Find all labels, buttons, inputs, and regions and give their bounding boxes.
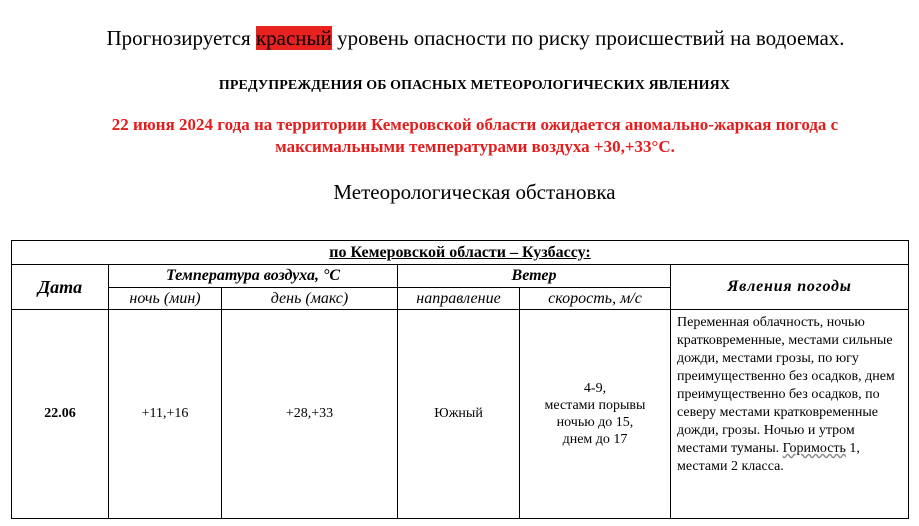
wind-speed-cell (520, 310, 671, 519)
heat-warning-line-1: 22 июня 2024 года на территории Кемеровской области ожидается аномально-жаркая погода с (111, 115, 839, 134)
danger-level-highlight: красный (255, 26, 332, 50)
phenomena-cell (671, 310, 909, 519)
meteo-title: Метеорологическая обстановка (333, 180, 616, 204)
heat-warning (30, 114, 919, 158)
phenomena-header: Явления погоды (671, 265, 909, 310)
speed-header: скорость, м/с (520, 288, 671, 310)
wind-speed-line-2: местами порывы (544, 398, 646, 413)
region-row (12, 241, 909, 265)
phenomena-text-a: Переменная облачность, ночью кратковременные, местами сильные дожди, местами грозы, по югу преимущественно без осадков, днем преимущественно без осадков, по северу местами кратковременные дожди, грозы. Ночью и утром местами туманы. (677, 315, 895, 456)
night-header: ночь (мин) (109, 288, 222, 310)
region-header: по Кемеровской области – Кузбассу: (12, 241, 909, 265)
day-header: день (макс) (222, 288, 398, 310)
phenomena-text-c: 1, местами 2 класса. (677, 441, 860, 474)
night-temp-cell: +11,+16 (109, 310, 222, 519)
phenomena-text-b: Горимость (782, 441, 846, 456)
temperature-header: Температура воздуха, °С (109, 265, 398, 288)
table-row (12, 310, 909, 519)
forecast-suffix: уровень опасности по риску происшествий на водоемах. (331, 26, 845, 50)
wind-speed-line-3: ночью до 15, (556, 415, 634, 430)
wind-speed-line-4: днем до 17 (562, 432, 628, 447)
wind-header: Ветер (398, 265, 671, 288)
header-row-1 (12, 265, 909, 288)
wind-direction-cell: Южный (398, 310, 520, 519)
warnings-heading: ПРЕДУПРЕЖДЕНИЯ ОБ ОПАСНЫХ МЕТЕОРОЛОГИЧЕСКИХ ЯВЛЕНИЯХ (218, 78, 731, 93)
date-cell: 22.06 (12, 310, 109, 519)
day-temp-cell: +28,+33 (222, 310, 398, 519)
forecast-prefix: Прогнозируется (106, 26, 256, 50)
date-header: Дата (12, 265, 109, 310)
direction-header: направление (398, 288, 520, 310)
heat-warning-line-2: максимальными температурами воздуха +30,+33°С. (275, 137, 675, 156)
wind-speed-line-1: 4-9, (583, 381, 607, 396)
forecast-line (0, 26, 919, 51)
weather-table (11, 240, 909, 519)
